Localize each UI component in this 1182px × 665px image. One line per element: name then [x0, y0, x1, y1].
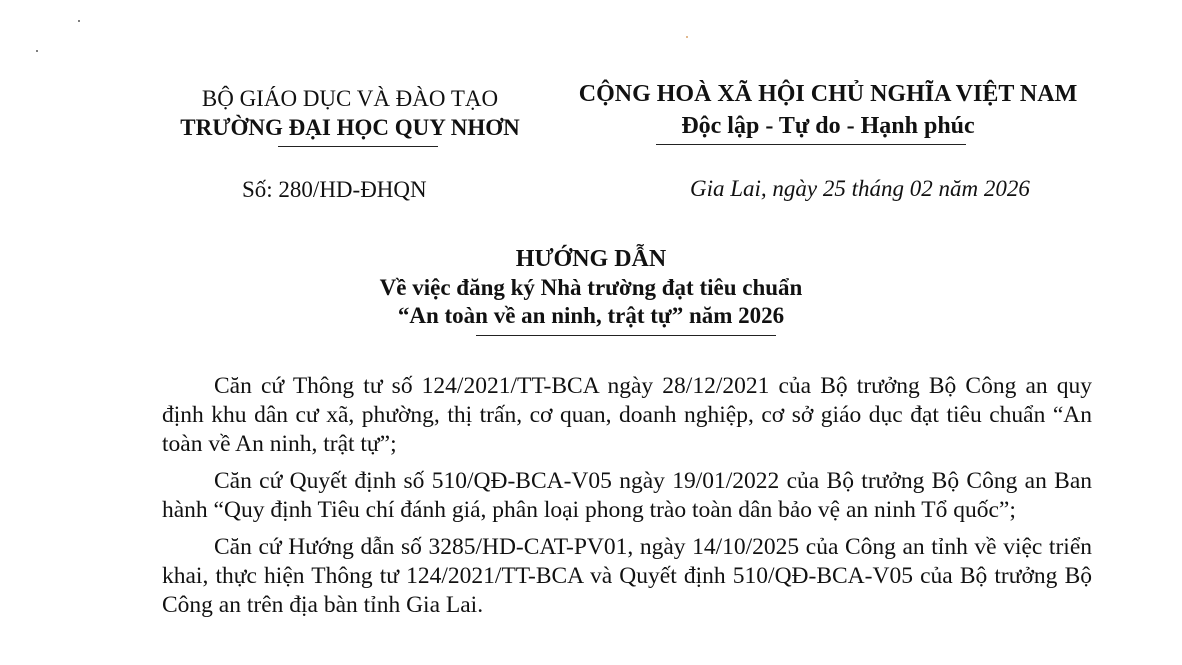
ministry-name: BỘ GIÁO DỤC VÀ ĐÀO TẠO: [201, 86, 499, 111]
document-type: HƯỚNG DẪN: [515, 246, 667, 272]
body-paragraph: Căn cứ Hướng dẫn số 3285/HD-CAT-PV01, ngày 14/10/2025 của Công an tỉnh về việc triển khai, thực hiện Thông tư 124/2021/TT-BCA và Quyết định 510/QĐ-BCA-V05 của Bộ trưởng Bộ Công an trên địa bàn tỉnh Gia Lai.: [162, 534, 1092, 618]
document-number: Số: 280/HD-ĐHQN: [242, 177, 427, 202]
body-paragraph: Căn cứ Thông tư số 124/2021/TT-BCA ngày 28/12/2021 của Bộ trưởng Bộ Công an quy định khu dân cư xã, phường, thị trấn, cơ quan, doanh nghiệp, cơ sở giáo dục đạt tiêu chuẩn “An toàn về An ninh, trật tự”;: [162, 373, 1092, 457]
motto-underline: [656, 144, 966, 145]
country-name: CỘNG HOÀ XÃ HỘI CHỦ NGHĨA VIỆT NAM: [578, 81, 1078, 107]
document-subject-line-1: Về việc đăng ký Nhà trường đạt tiêu chuẩn: [379, 275, 803, 300]
document-subject-line-2: “An toàn về an ninh, trật tự” năm 2026: [397, 303, 785, 328]
scan-speck: [36, 50, 38, 52]
title-underline: [476, 335, 776, 336]
school-name: TRƯỜNG ĐẠI HỌC QUY NHƠN: [180, 115, 520, 140]
national-heading-block: [548, 78, 1108, 142]
national-motto: Độc lập - Tự do - Hạnh phúc: [681, 113, 975, 139]
body-paragraph: Căn cứ Quyết định số 510/QĐ-BCA-V05 ngày 19/01/2022 của Bộ trưởng Bộ Công an Ban hành “Quy định Tiêu chí đánh giá, phân loại phong trào toàn dân bảo vệ an ninh Tổ quốc”;: [162, 468, 1092, 523]
scan-speck: [686, 36, 688, 38]
place-and-date: Gia Lai, ngày 25 tháng 02 năm 2026: [690, 176, 1030, 201]
document-body: [162, 372, 1092, 628]
document-title-block: [0, 244, 1182, 330]
issuer-block: [150, 84, 550, 142]
scan-speck: [78, 20, 80, 22]
issuer-underline: [278, 146, 438, 147]
